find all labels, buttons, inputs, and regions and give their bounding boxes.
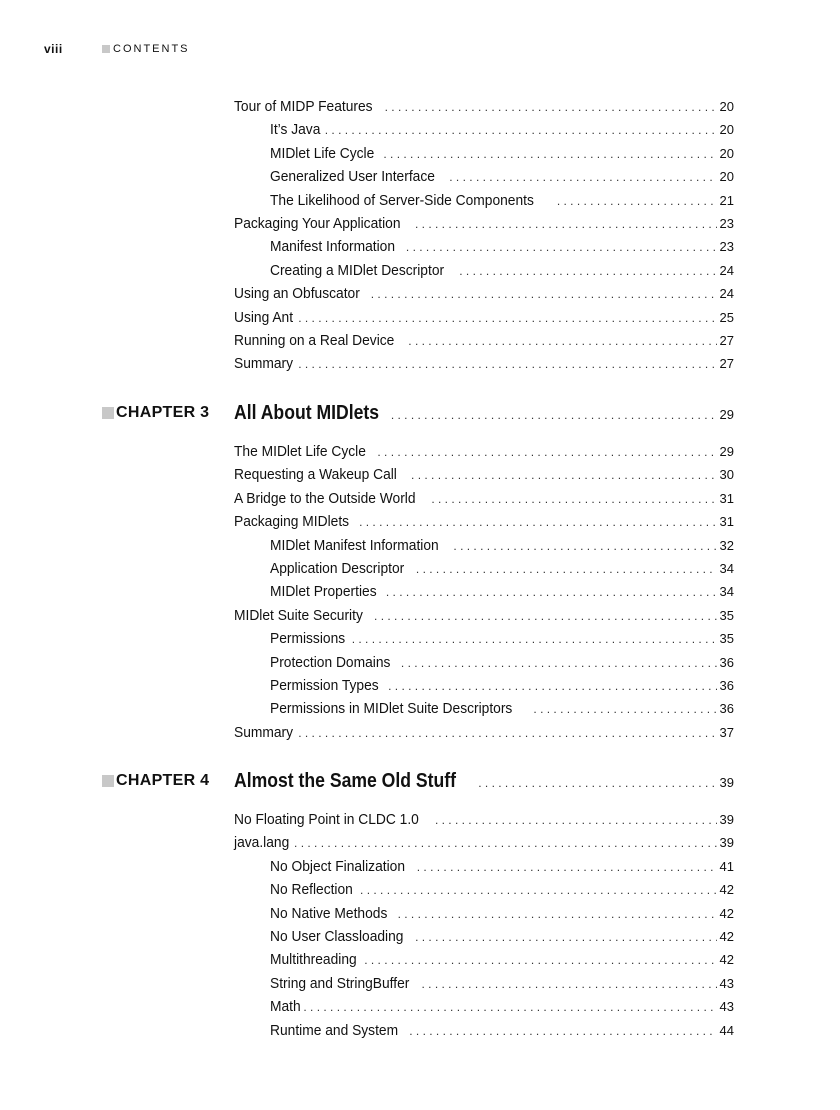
toc-entry-page-number: 34: [719, 584, 734, 600]
toc-entry[interactable]: [270, 974, 734, 994]
toc-entry-title: Multithreading: [270, 951, 357, 969]
toc-entry-title: A Bridge to the Outside World: [234, 489, 416, 507]
toc-entry-page-number: 35: [719, 607, 734, 623]
toc-entry[interactable]: [234, 284, 734, 304]
dot-leader: [359, 512, 716, 532]
toc-entry-page-number: 34: [719, 561, 734, 576]
toc-entry-title: The MIDlet Life Cycle: [234, 443, 366, 460]
toc-entry-page-number: 42: [719, 929, 734, 944]
toc-entry[interactable]: [234, 214, 734, 234]
toc-entry-title: Runtime and System: [270, 1021, 399, 1039]
toc-entry[interactable]: [270, 1021, 734, 1041]
dot-leader: [533, 699, 716, 719]
toc-entry-title: It’s Java: [270, 121, 321, 139]
running-head: CONTENTS: [113, 43, 190, 55]
toc-entry[interactable]: [270, 120, 734, 140]
toc-entry-page-number: 20: [719, 145, 734, 161]
toc-entry[interactable]: [270, 904, 734, 924]
toc-entry-title: Summary: [234, 723, 294, 741]
toc-entry[interactable]: [270, 653, 734, 673]
toc-entry-page-number: 42: [719, 882, 734, 898]
chapter-title: Almost the Same Old Stuff: [234, 770, 456, 792]
toc-entry[interactable]: [270, 880, 734, 900]
toc-entry[interactable]: [270, 629, 734, 649]
toc-entry-title: Tour of MIDP Features: [234, 98, 373, 115]
dot-leader: [374, 606, 716, 626]
chapter-page-number: 29: [719, 407, 734, 422]
dot-leader: [386, 582, 717, 602]
toc-entry[interactable]: [234, 833, 734, 853]
toc-entry-title: Creating a MIDlet Descriptor: [270, 261, 445, 279]
dot-leader: [417, 857, 717, 877]
chapter-3-label: [102, 404, 209, 422]
toc-entry-title: Packaging MIDlets: [234, 513, 350, 531]
dot-leader: [557, 191, 717, 211]
toc-entry-page-number: 32: [719, 537, 734, 553]
toc-entry-page-number: 20: [719, 122, 734, 138]
toc-entry-page-number: 23: [719, 216, 734, 231]
toc-entry-page-number: 43: [719, 975, 734, 991]
toc-entry-page-number: 20: [719, 169, 734, 185]
toc-entry-title: Permission Types: [270, 677, 379, 694]
toc-entry-title: No Floating Point in CLDC 1.0: [234, 811, 419, 828]
square-bullet-icon: [102, 407, 114, 419]
dot-leader: [435, 810, 717, 830]
toc-entry-title: java.lang: [234, 834, 290, 852]
toc-entry-title: No User Classloading: [270, 928, 404, 945]
toc-entry[interactable]: [270, 559, 734, 579]
dot-leader: [303, 997, 716, 1017]
toc-entry-page-number: 31: [719, 514, 734, 530]
toc-entry[interactable]: [270, 237, 734, 257]
dot-leader: [408, 331, 716, 351]
toc-entry-title: Running on a Real Device: [234, 332, 395, 349]
toc-entry-title: Using an Obfuscator: [234, 285, 360, 303]
dot-leader: [364, 950, 716, 970]
dot-leader: [377, 442, 716, 462]
dot-leader: [406, 237, 717, 257]
toc-entry-page-number: 37: [719, 724, 734, 740]
chapter-4-heading[interactable]: [234, 770, 734, 796]
toc-entry-page-number: 41: [719, 858, 734, 874]
toc-entry-title: Permissions: [270, 630, 346, 648]
toc-entry[interactable]: [234, 97, 734, 117]
dot-leader: [409, 1021, 716, 1041]
toc-entry[interactable]: [234, 465, 734, 485]
page-folio: viii: [44, 42, 63, 56]
dot-leader: [360, 880, 716, 900]
toc-entry[interactable]: [234, 354, 734, 374]
toc-entry-title: Requesting a Wakeup Call: [234, 466, 397, 484]
toc-entry-page-number: 30: [719, 467, 734, 483]
dot-leader: [325, 120, 717, 140]
toc-entry-title: Packaging Your Application: [234, 215, 401, 232]
dot-leader: [398, 904, 717, 924]
toc-entry-page-number: 27: [719, 333, 734, 348]
dot-leader: [401, 653, 717, 673]
toc-entry-title: Generalized User Interface: [270, 168, 435, 186]
dot-leader: [388, 676, 716, 696]
toc-entry-page-number: 39: [719, 812, 734, 827]
dot-leader: [391, 408, 717, 422]
toc-entry-title: MIDlet Properties: [270, 583, 377, 601]
toc-entry-page-number: 44: [719, 1022, 734, 1038]
dot-leader: [385, 97, 717, 117]
toc-entry[interactable]: [270, 997, 734, 1017]
toc-entry-page-number: 25: [719, 309, 734, 325]
page-header: [44, 42, 190, 56]
toc-entry-title: String and StringBuffer: [270, 974, 410, 992]
toc-entry[interactable]: [270, 261, 734, 281]
dot-leader: [459, 261, 716, 281]
toc-entry-title: Application Descriptor: [270, 560, 405, 577]
chapter-4-label: [102, 772, 209, 790]
toc-entry[interactable]: [270, 144, 734, 164]
toc-entry-title: The Likelihood of Server-Side Components: [270, 191, 534, 209]
dot-leader: [383, 144, 716, 164]
dot-leader: [352, 629, 717, 649]
toc-entry-title: Permissions in MIDlet Suite Descriptors: [270, 700, 513, 718]
dot-leader: [294, 833, 716, 853]
dot-leader: [411, 465, 716, 485]
square-bullet-icon: [102, 45, 110, 53]
toc-entry-page-number: 43: [719, 999, 734, 1015]
toc-entry[interactable]: [270, 950, 734, 970]
toc-entry-page-number: 36: [719, 678, 734, 693]
toc-entry-page-number: 23: [719, 239, 734, 255]
toc-entry[interactable]: [234, 810, 734, 830]
toc-entry[interactable]: [234, 331, 734, 351]
dot-leader: [453, 536, 716, 556]
dot-leader: [415, 927, 716, 947]
toc-entry-title: No Reflection: [270, 881, 353, 899]
toc-entry-title: Math: [270, 998, 301, 1016]
toc-entry[interactable]: [270, 927, 734, 947]
toc-entry-page-number: 21: [719, 192, 734, 208]
toc-entry[interactable]: [234, 308, 734, 328]
toc-entry-title: Using Ant: [234, 308, 294, 326]
dot-leader: [371, 284, 717, 304]
dot-leader: [298, 354, 716, 374]
chapter-3-heading[interactable]: [234, 402, 734, 428]
toc-entry-page-number: 24: [719, 262, 734, 278]
toc-entry-page-number: 42: [719, 905, 734, 921]
toc-entry-title: MIDlet Life Cycle: [270, 144, 375, 162]
toc-entry-title: Summary: [234, 355, 294, 373]
toc-entry-page-number: 27: [719, 356, 734, 372]
toc-entry-page-number: 31: [719, 490, 734, 506]
toc-entry-page-number: 20: [719, 99, 734, 114]
dot-leader: [431, 489, 716, 509]
toc-entry-page-number: 36: [719, 701, 734, 717]
toc-entry[interactable]: [270, 857, 734, 877]
dot-leader: [449, 167, 716, 187]
toc-entry[interactable]: [234, 606, 734, 626]
toc-entry-page-number: 39: [719, 835, 734, 851]
toc-entry-page-number: 42: [719, 952, 734, 968]
toc-entry[interactable]: [270, 191, 734, 211]
toc-entry-page-number: 24: [719, 286, 734, 302]
dot-leader: [421, 974, 716, 994]
chapter-title: All About MIDlets: [234, 402, 380, 424]
dot-leader: [415, 214, 717, 234]
square-bullet-icon: [102, 775, 114, 787]
dot-leader: [478, 776, 716, 790]
chapter-label-text: CHAPTER 3: [116, 404, 210, 421]
toc-entry[interactable]: [270, 582, 734, 602]
toc-entry[interactable]: [234, 512, 734, 532]
toc-entry-title: No Object Finalization: [270, 857, 405, 875]
toc-entry-page-number: 29: [719, 444, 734, 459]
toc-entry[interactable]: [270, 536, 734, 556]
toc-entry[interactable]: [270, 699, 734, 719]
toc-entry-page-number: 35: [719, 631, 734, 647]
dot-leader: [416, 559, 717, 579]
dot-leader: [298, 723, 716, 743]
toc-entry[interactable]: [234, 489, 734, 509]
toc-entry-title: MIDlet Manifest Information: [270, 536, 439, 554]
toc-entry[interactable]: [234, 442, 734, 462]
toc-entry-title: MIDlet Suite Security: [234, 606, 363, 624]
toc-entry[interactable]: [270, 676, 734, 696]
toc-entry[interactable]: [270, 167, 734, 187]
chapter-label-text: CHAPTER 4: [116, 772, 210, 789]
chapter-page-number: 39: [719, 775, 734, 790]
toc-entry[interactable]: [234, 723, 734, 743]
dot-leader: [298, 308, 716, 328]
toc-entry-title: Manifest Information: [270, 238, 396, 256]
toc-entry-title: No Native Methods: [270, 904, 388, 922]
toc-entry-page-number: 36: [719, 654, 734, 670]
toc-entry-title: Protection Domains: [270, 653, 391, 671]
